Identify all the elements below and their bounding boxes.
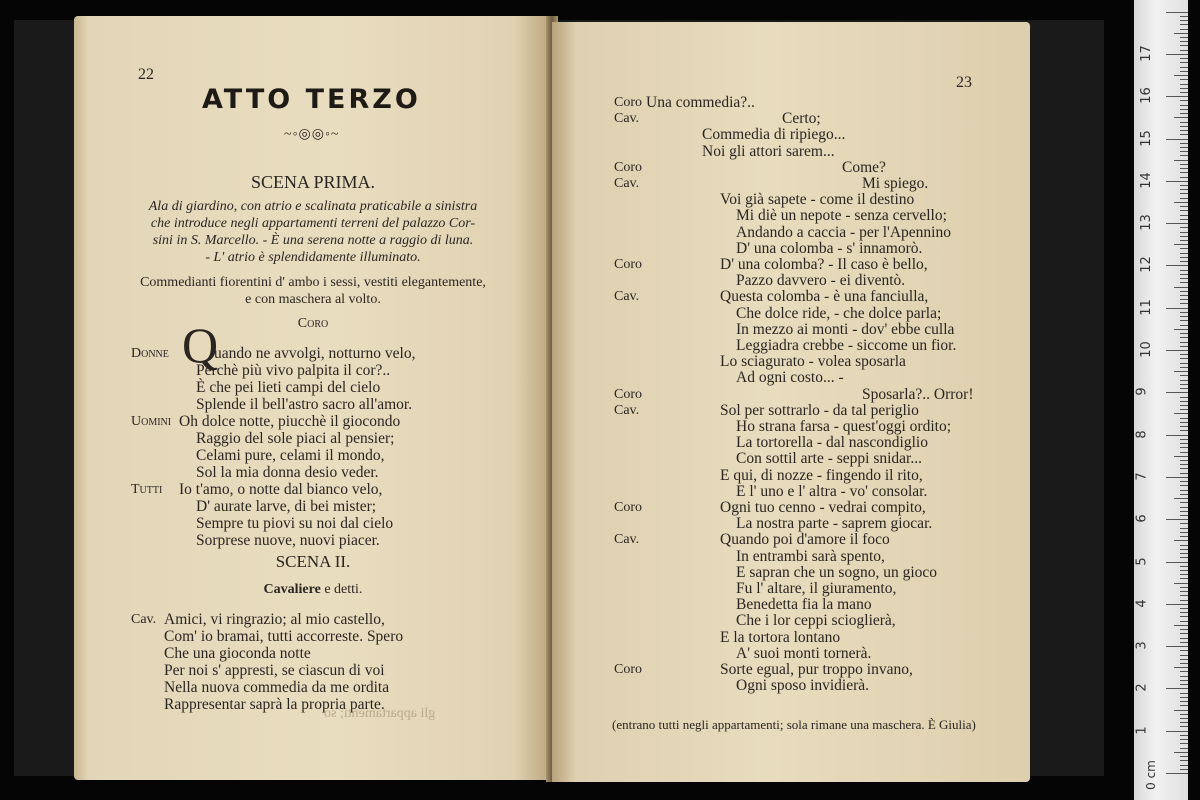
verse-line: È che pei lieti campi del cielo bbox=[196, 379, 381, 396]
ruler-tick bbox=[1166, 223, 1188, 224]
ruler-tick bbox=[1180, 20, 1188, 21]
ruler-tick bbox=[1174, 583, 1188, 584]
dialogue-line: Commedia di ripiego... bbox=[702, 126, 846, 144]
final-stage-direction: (entrano tutti negli appartamenti; sola rimane una maschera. È Giulia) bbox=[612, 717, 976, 732]
ruler-tick bbox=[1180, 671, 1188, 672]
ruler-tick bbox=[1180, 528, 1188, 529]
ruler-tick bbox=[1180, 24, 1188, 25]
dialogue-line: Lo sciagurato - volea sposarla bbox=[720, 353, 906, 371]
ruler-tick bbox=[1180, 418, 1188, 419]
ruler-tick bbox=[1180, 739, 1188, 740]
stage-direction bbox=[74, 198, 552, 266]
ruler-tick bbox=[1180, 460, 1188, 461]
ruler-tick bbox=[1180, 37, 1188, 38]
characters-rest: e detti. bbox=[320, 582, 363, 597]
ruler-unit-label: 0 cm bbox=[1143, 760, 1158, 790]
ruler-tick bbox=[1174, 498, 1188, 499]
dialogue-line: Voi già sapete - come il destino bbox=[720, 191, 915, 209]
ruler-tick bbox=[1180, 16, 1188, 17]
ruler-tick bbox=[1180, 71, 1188, 72]
coro-heading: Coro bbox=[297, 316, 329, 331]
ruler-tick bbox=[1180, 511, 1188, 512]
ruler-number: 13 bbox=[1138, 214, 1154, 231]
ruler-tick bbox=[1180, 113, 1188, 114]
ruler-tick bbox=[1180, 342, 1188, 343]
ruler-tick bbox=[1180, 291, 1188, 292]
ruler-tick bbox=[1180, 587, 1188, 588]
ruler-tick bbox=[1180, 676, 1188, 677]
ruler-tick bbox=[1180, 426, 1188, 427]
ruler-number: 5 bbox=[1134, 556, 1150, 566]
ruler-tick bbox=[1180, 50, 1188, 51]
ruler-tick bbox=[1180, 172, 1188, 173]
verse-line: Rappresentar saprà la propria parte. bbox=[164, 696, 385, 713]
scene-two-characters bbox=[74, 582, 552, 598]
ruler-tick bbox=[1180, 553, 1188, 554]
ruler-number: 6 bbox=[1134, 514, 1150, 523]
speaker-label: Cav. bbox=[614, 532, 640, 548]
ruler-tick bbox=[1180, 122, 1188, 123]
ruler-tick bbox=[1174, 33, 1188, 34]
ruler-tick bbox=[1180, 655, 1188, 656]
dialogue-line: Ogni tuo cenno - vedrai compito, bbox=[720, 499, 926, 516]
ruler-tick bbox=[1180, 722, 1188, 723]
ruler-tick bbox=[1180, 595, 1188, 596]
ruler-tick bbox=[1180, 473, 1188, 474]
ruler-tick bbox=[1180, 325, 1188, 326]
ruler-tick bbox=[1180, 100, 1188, 101]
speaker-label: Cav. bbox=[614, 176, 640, 191]
ruler-tick bbox=[1180, 705, 1188, 706]
dialogue-line: E la tortora lontano bbox=[720, 628, 841, 646]
ruler-tick bbox=[1180, 557, 1188, 558]
ruler-tick bbox=[1180, 769, 1188, 770]
ruler-tick bbox=[1180, 270, 1188, 271]
verse-line: Perchè più vivo palpita il cor?.. bbox=[196, 362, 391, 379]
ruler-number: 2 bbox=[1134, 683, 1150, 693]
characters-line: e con maschera al volto. bbox=[245, 292, 381, 307]
ruler-tick bbox=[1180, 312, 1188, 313]
ruler-tick bbox=[1180, 45, 1188, 46]
verse-line: Oh dolce notte, piucchè il giocondo bbox=[179, 413, 401, 430]
ruler-tick bbox=[1180, 236, 1188, 237]
ruler-tick bbox=[1180, 177, 1188, 178]
ruler-tick bbox=[1180, 333, 1188, 334]
ruler-tick bbox=[1180, 358, 1188, 359]
stage-line: Ala di giardino, con atrio e scalinata praticabile a sinistra bbox=[148, 199, 478, 214]
dialogue-line: Ho strana farsa - quest'oggi ordito; bbox=[736, 418, 952, 435]
dialogue-line: Che i lor ceppi scioglierà, bbox=[736, 612, 896, 630]
ruler-tick bbox=[1180, 443, 1188, 444]
ruler-tick bbox=[1180, 346, 1188, 347]
page-number-left: 22 bbox=[138, 66, 154, 83]
ruler-tick bbox=[1180, 566, 1188, 567]
ruler-tick bbox=[1180, 422, 1188, 423]
dialogue-line: Ogni sposo invidierà. bbox=[736, 677, 870, 695]
speaker-label: Donne bbox=[131, 346, 169, 361]
ruler-tick bbox=[1180, 164, 1188, 165]
ruler-tick bbox=[1180, 58, 1188, 59]
ruler-tick bbox=[1166, 688, 1188, 689]
ruler-tick bbox=[1180, 384, 1188, 385]
ruler-tick bbox=[1180, 248, 1188, 249]
ruler-tick bbox=[1174, 202, 1188, 203]
ruler-tick bbox=[1180, 439, 1188, 440]
stage-line: che introduce negli appartamenti terreni del palazzo Cor- bbox=[150, 216, 476, 231]
ruler-tick bbox=[1166, 350, 1188, 351]
ruler-tick bbox=[1180, 494, 1188, 495]
ruler-number: 14 bbox=[1138, 172, 1154, 189]
ruler-tick bbox=[1180, 303, 1188, 304]
ruler-tick bbox=[1180, 430, 1188, 431]
verse-line: Celami pure, celami il mondo, bbox=[196, 447, 385, 464]
ruler-tick bbox=[1180, 375, 1188, 376]
stage-line: sini in S. Marcello. - È una serena notte a raggio di luna. bbox=[152, 233, 474, 248]
ruler-tick bbox=[1180, 193, 1188, 194]
ruler-tick bbox=[1174, 625, 1188, 626]
ruler-tick bbox=[1180, 41, 1188, 42]
ruler-tick bbox=[1180, 621, 1188, 622]
ruler-tick bbox=[1180, 760, 1188, 761]
dialogue-line: Leggiadra crebbe - siccome un fior. bbox=[736, 337, 957, 354]
ruler-number: 12 bbox=[1138, 256, 1154, 274]
ruler-tick bbox=[1180, 743, 1188, 744]
characters-note bbox=[74, 274, 552, 308]
dialogue-line: Una commedia?.. bbox=[646, 94, 755, 111]
ruler-number: 1 bbox=[1134, 726, 1150, 735]
ruler-tick bbox=[1180, 650, 1188, 651]
ruler-tick bbox=[1166, 646, 1188, 647]
ruler-tick bbox=[1180, 638, 1188, 639]
dialogue-line: D' una colomba - s' innamorò. bbox=[736, 239, 923, 257]
ruler-tick bbox=[1180, 536, 1188, 537]
ruler-tick bbox=[1180, 523, 1188, 524]
ruler-tick bbox=[1180, 532, 1188, 533]
ruler-tick bbox=[1174, 244, 1188, 245]
ruler-tick bbox=[1180, 735, 1188, 736]
ruler-tick bbox=[1174, 540, 1188, 541]
ruler-tick bbox=[1166, 181, 1188, 182]
ruler-number: 3 bbox=[1134, 641, 1150, 650]
ruler-tick bbox=[1180, 206, 1188, 207]
ruler-tick bbox=[1180, 367, 1188, 368]
verse-line: Sol la mia donna desio veder. bbox=[196, 464, 379, 481]
ruler-tick bbox=[1180, 185, 1188, 186]
ruler-tick bbox=[1180, 490, 1188, 491]
ruler-tick bbox=[1180, 684, 1188, 685]
ruler-tick bbox=[1166, 435, 1188, 436]
drop-cap: Q bbox=[182, 317, 219, 373]
ruler-tick bbox=[1180, 130, 1188, 131]
dialogue-line: Quando poi d'amore il foco bbox=[720, 531, 890, 549]
ruler-number: 15 bbox=[1138, 129, 1154, 147]
ruler-tick bbox=[1166, 392, 1188, 393]
verse-line: Amici, vi ringrazio; al mio castello, bbox=[164, 611, 385, 628]
ruler-tick bbox=[1180, 215, 1188, 216]
verse-line: uando ne avvolgi, notturno velo, bbox=[214, 345, 416, 362]
dialogue-line: Mi spiego. bbox=[862, 175, 929, 192]
ruler-tick bbox=[1180, 299, 1188, 300]
ruler-tick bbox=[1180, 405, 1188, 406]
ruler-tick bbox=[1180, 88, 1188, 89]
dialogue-line: Andando a caccia - per l'Apennino bbox=[736, 223, 951, 241]
dialogue-line: Sol per sottrarlo - da tal periglio bbox=[720, 401, 919, 419]
verse-line: Nella nuova commedia da me ordita bbox=[164, 679, 390, 696]
ruler-tick bbox=[1174, 371, 1188, 372]
dialogue-line: In entrambi sarà spento, bbox=[736, 547, 885, 565]
ruler-tick bbox=[1180, 701, 1188, 702]
ruler-tick bbox=[1180, 401, 1188, 402]
ruler-tick bbox=[1180, 642, 1188, 643]
ornament: ~◦◎◎◦~ bbox=[284, 127, 340, 142]
ruler-tick bbox=[1174, 160, 1188, 161]
ruler-tick bbox=[1180, 232, 1188, 233]
ruler-tick bbox=[1180, 354, 1188, 355]
scene-two-heading: SCENA II. bbox=[275, 552, 351, 571]
ruler-tick bbox=[1180, 198, 1188, 199]
ruler-tick bbox=[1180, 295, 1188, 296]
ruler-tick bbox=[1180, 608, 1188, 609]
dialogue-line: La nostra parte - saprem giocar. bbox=[736, 515, 933, 533]
ruler-tick bbox=[1180, 109, 1188, 110]
ruler-tick bbox=[1166, 519, 1188, 520]
speaker-label: Coro bbox=[614, 500, 642, 515]
dialogue-line: Noi gli attori sarem... bbox=[702, 142, 835, 160]
ruler-tick bbox=[1174, 413, 1188, 414]
ruler-tick bbox=[1180, 274, 1188, 275]
ruler-tick bbox=[1180, 168, 1188, 169]
ruler-tick bbox=[1166, 773, 1188, 774]
speaker-label: Cav. bbox=[614, 289, 640, 305]
ruler-tick bbox=[1180, 155, 1188, 156]
speaker-label: Cav. bbox=[131, 612, 157, 627]
verse-line: Per noi s' appresti, se ciascun di voi bbox=[164, 662, 385, 679]
ruler-tick bbox=[1166, 731, 1188, 732]
ruler-tick bbox=[1180, 79, 1188, 80]
ruler-tick bbox=[1180, 507, 1188, 508]
speaker-label: Uomini bbox=[131, 414, 172, 429]
ruler-tick bbox=[1174, 287, 1188, 288]
dialogue-line: D' una colomba? - Il caso è bello, bbox=[720, 256, 928, 273]
bleed-through-text: gli appartamenti; so bbox=[324, 706, 436, 721]
ruler-tick bbox=[1180, 151, 1188, 152]
ruler-tick bbox=[1180, 363, 1188, 364]
ruler-tick bbox=[1180, 718, 1188, 719]
ruler-tick bbox=[1180, 388, 1188, 389]
dialogue-line: E qui, di nozze - fingendo il rito, bbox=[720, 466, 923, 484]
ruler-tick bbox=[1180, 143, 1188, 144]
ruler-tick bbox=[1180, 697, 1188, 698]
ruler-tick bbox=[1180, 447, 1188, 448]
ruler-tick bbox=[1174, 329, 1188, 330]
ruler-tick bbox=[1180, 261, 1188, 262]
ruler-tick bbox=[1166, 604, 1188, 605]
act-title: ATTO TERZO bbox=[202, 84, 421, 115]
ruler-tick bbox=[1166, 54, 1188, 55]
ruler-tick bbox=[1180, 549, 1188, 550]
ruler-tick bbox=[1180, 629, 1188, 630]
verse-line: Io t'amo, o notte dal bianco velo, bbox=[179, 481, 383, 498]
ruler-tick bbox=[1180, 574, 1188, 575]
ruler-tick bbox=[1180, 680, 1188, 681]
dialogue-line: Sorte egual, pur troppo invano, bbox=[720, 661, 913, 678]
ruler-tick bbox=[1180, 282, 1188, 283]
ruler-tick bbox=[1180, 147, 1188, 148]
ruler-tick bbox=[1180, 545, 1188, 546]
verse-line: Splende il bell'astro sacro all'amor. bbox=[196, 396, 413, 413]
verse-line: Sempre tu piovi su noi dal cielo bbox=[196, 515, 394, 532]
speaker-label: Tutti bbox=[131, 482, 163, 497]
dialogue-line: Mi diè un nepote - senza cervello; bbox=[736, 207, 947, 225]
characters-line: Commedianti fiorentini d' ambo i sessi, vestiti elegantemente, bbox=[140, 275, 486, 290]
ruler-tick bbox=[1180, 726, 1188, 727]
ruler-tick bbox=[1180, 663, 1188, 664]
dialogue-line: E sapran che un sogno, un gioco bbox=[736, 563, 938, 581]
speaker-label: Coro bbox=[614, 257, 642, 272]
ruler-tick bbox=[1166, 562, 1188, 563]
ruler-number: 10 bbox=[1138, 341, 1154, 358]
verse-line: Sorprese nuove, nuovi piacer. bbox=[196, 532, 380, 549]
dialogue-line: E l' uno e l' altra - vo' consolar. bbox=[736, 482, 928, 500]
ruler-tick bbox=[1180, 570, 1188, 571]
verse-line: Raggio del sole piaci al pensier; bbox=[196, 430, 395, 447]
ruler-tick bbox=[1174, 752, 1188, 753]
ruler-tick bbox=[1174, 117, 1188, 118]
ruler-number: 4 bbox=[1134, 599, 1150, 608]
speaker-label: Cav. bbox=[614, 111, 640, 127]
ruler-tick bbox=[1166, 96, 1188, 97]
measuring-ruler bbox=[1134, 0, 1188, 800]
ruler-tick bbox=[1166, 12, 1188, 13]
ruler-tick bbox=[1180, 578, 1188, 579]
speaker-label: Coro bbox=[614, 386, 642, 402]
ruler-number: 11 bbox=[1138, 298, 1154, 316]
dialogue-line: Sposarla?.. Orror! bbox=[862, 385, 974, 403]
ruler-tick bbox=[1174, 75, 1188, 76]
ruler-tick bbox=[1180, 134, 1188, 135]
ruler-tick bbox=[1180, 409, 1188, 410]
ruler-tick bbox=[1180, 84, 1188, 85]
dialogue-line: Che dolce ride, - che dolce parla; bbox=[736, 304, 942, 322]
scene-one-heading: SCENA PRIMA. bbox=[250, 172, 376, 192]
ruler-tick bbox=[1180, 227, 1188, 228]
dialogue-line: Pazzo davvero - ei diventò. bbox=[736, 272, 906, 290]
ruler-tick bbox=[1180, 714, 1188, 715]
ruler-tick bbox=[1180, 464, 1188, 465]
ruler-tick bbox=[1180, 210, 1188, 211]
ruler-tick bbox=[1180, 748, 1188, 749]
ruler-tick bbox=[1180, 600, 1188, 601]
ruler-tick bbox=[1180, 380, 1188, 381]
ruler-tick bbox=[1180, 316, 1188, 317]
ruler-tick bbox=[1180, 67, 1188, 68]
ruler-tick bbox=[1174, 710, 1188, 711]
page-number-right: 23 bbox=[956, 74, 972, 91]
ruler-number: 16 bbox=[1138, 87, 1154, 104]
ruler-tick bbox=[1180, 481, 1188, 482]
ruler-tick bbox=[1166, 265, 1188, 266]
ruler-tick bbox=[1180, 756, 1188, 757]
ruler-tick bbox=[1180, 219, 1188, 220]
ruler-tick bbox=[1180, 189, 1188, 190]
ruler-tick bbox=[1174, 667, 1188, 668]
ruler-tick bbox=[1180, 240, 1188, 241]
ruler-tick bbox=[1180, 257, 1188, 258]
dialogue-line: La tortorella - dal nascondiglio bbox=[736, 434, 928, 452]
ruler-number: 8 bbox=[1134, 429, 1150, 439]
dialogue-line: In mezzo ai monti - dov' ebbe culla bbox=[736, 320, 955, 338]
ruler-tick bbox=[1180, 320, 1188, 321]
character-name: Cavaliere bbox=[263, 582, 321, 597]
dialogue-line: Certo; bbox=[782, 110, 821, 128]
ruler-tick bbox=[1166, 139, 1188, 140]
ruler-tick bbox=[1180, 105, 1188, 106]
ruler-tick bbox=[1180, 765, 1188, 766]
speaker-label: Coro bbox=[614, 662, 642, 677]
dialogue-line: Questa colomba - è una fanciulla, bbox=[720, 288, 929, 306]
ruler-tick bbox=[1180, 693, 1188, 694]
ruler-tick bbox=[1180, 616, 1188, 617]
ruler-tick bbox=[1180, 397, 1188, 398]
ruler-number: 17 bbox=[1138, 45, 1154, 62]
ruler-tick bbox=[1180, 659, 1188, 660]
dialogue-line: Come? bbox=[842, 158, 886, 176]
ruler-tick bbox=[1180, 278, 1188, 279]
ruler-tick bbox=[1180, 62, 1188, 63]
ruler-number: 7 bbox=[1134, 472, 1150, 481]
ruler-tick bbox=[1166, 477, 1188, 478]
dialogue-line: Fu l' altare, il giuramento, bbox=[736, 580, 897, 597]
ruler-tick bbox=[1180, 633, 1188, 634]
speaker-label: Cav. bbox=[614, 402, 640, 418]
ruler-tick bbox=[1180, 591, 1188, 592]
left-page bbox=[74, 16, 552, 780]
ruler-tick bbox=[1180, 502, 1188, 503]
dialogue-line: Benedetta fia la mano bbox=[736, 596, 872, 614]
ruler-tick bbox=[1180, 29, 1188, 30]
ruler-tick bbox=[1180, 485, 1188, 486]
verse-line: Com' io bramai, tutti accorreste. Spero bbox=[164, 628, 404, 645]
ruler-tick bbox=[1180, 253, 1188, 254]
verse-line: D' aurate larve, di bei mister; bbox=[196, 498, 377, 515]
dialogue-line: Ad ogni costo... - bbox=[736, 369, 844, 387]
speaker-label: Coro bbox=[614, 95, 642, 110]
ruler-tick bbox=[1180, 452, 1188, 453]
ruler-tick bbox=[1180, 92, 1188, 93]
ruler-tick bbox=[1180, 515, 1188, 516]
right-page bbox=[552, 22, 1030, 782]
ruler-tick bbox=[1174, 456, 1188, 457]
dialogue-line: Con sottil arte - seppi snidar... bbox=[736, 450, 922, 468]
speaker-label: Coro bbox=[614, 159, 642, 175]
ruler-tick bbox=[1180, 468, 1188, 469]
stage-line: - L' atrio è splendidamente illuminato. bbox=[205, 250, 421, 265]
ruler-number: 9 bbox=[1134, 387, 1150, 396]
ruler-tick bbox=[1180, 612, 1188, 613]
ruler-tick bbox=[1180, 337, 1188, 338]
verse-line: Che una gioconda notte bbox=[164, 645, 311, 662]
ruler-tick bbox=[1180, 126, 1188, 127]
dialogue-line: A' suoi monti tornerà. bbox=[736, 644, 872, 662]
ruler-tick bbox=[1166, 308, 1188, 309]
